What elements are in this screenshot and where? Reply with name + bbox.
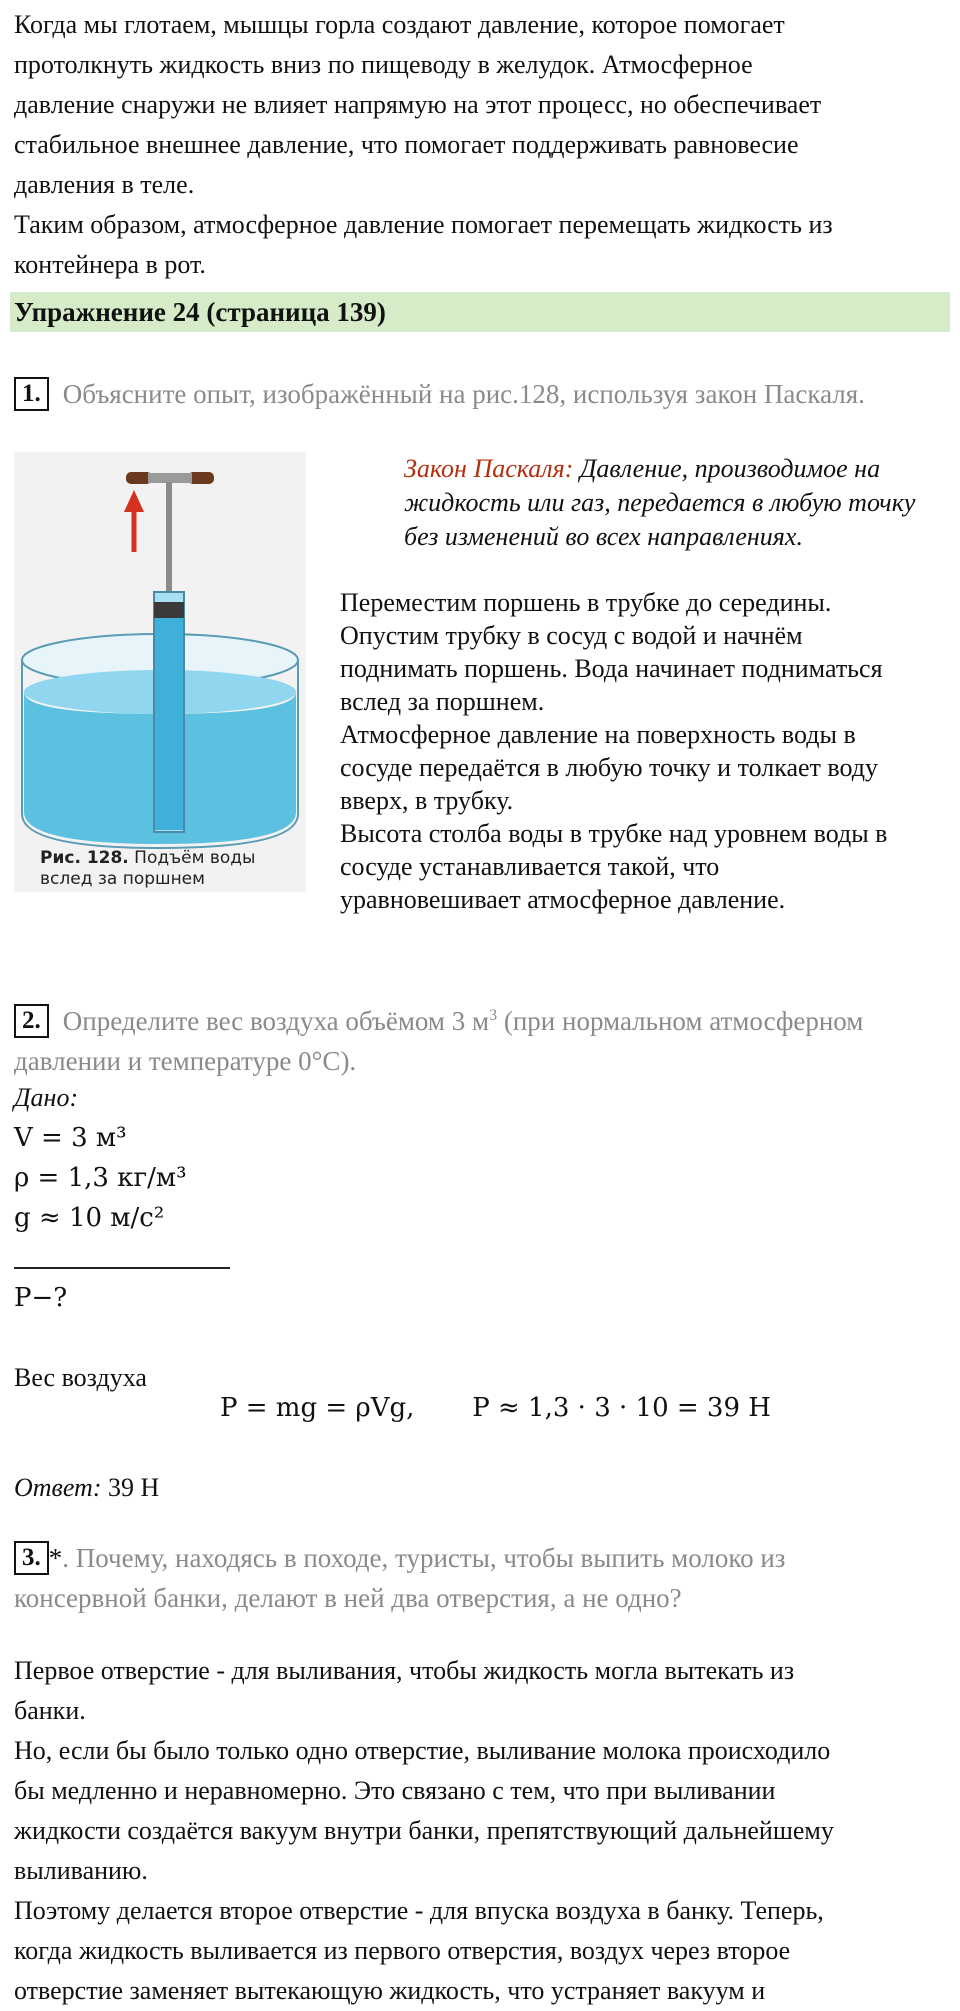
task-1-text: Объясните опыт, изображённый на рис.128, используя закон Паскаля. xyxy=(62,379,865,409)
explanation-line: Высота столба воды в трубке над уровнем воды в xyxy=(340,819,888,848)
intro-line: Когда мы глотаем, мышцы горла создают давление, которое помогает xyxy=(14,10,785,39)
explanation-line: уравновешивает атмосферное давление. xyxy=(340,885,786,914)
task-3-text: . Почему, находясь в походе, туристы, чтобы выпить молоко из xyxy=(62,1543,786,1573)
law-title: Закон Паскаля: xyxy=(404,454,574,483)
answer-value: 39 Н xyxy=(101,1473,160,1502)
given-label: Дано: xyxy=(14,1083,79,1112)
exercise-header xyxy=(10,292,950,332)
intro-line: Таким образом, атмосферное давление помогает перемещать жидкость из xyxy=(14,210,833,239)
piston xyxy=(154,602,184,618)
explanation-line: когда жидкость выливается из первого отверстия, воздух через второе xyxy=(14,1936,791,1965)
task-2-text: Определите вес воздуха объёмом 3 м xyxy=(62,1006,490,1036)
weight-formula: P = mg = ρVg, P ≈ 1,3 · 3 · 10 = 39 Н xyxy=(220,1393,771,1423)
task-2-question xyxy=(14,996,944,1081)
explanation-line: отверстие заменяет вытекающую жидкость, что устраняет вакуум и xyxy=(14,1976,766,2005)
explanation-line: бы медленно и неравномерно. Это связано с тем, что при выливании xyxy=(14,1776,776,1805)
piston-illustration xyxy=(14,452,306,892)
pascal-law xyxy=(404,452,944,554)
task-2-text-line2: давлении и температуре 0°С). xyxy=(14,1046,357,1076)
task-2-answer xyxy=(14,1473,159,1503)
figure-caption-line2: вслед за поршнем xyxy=(40,869,205,889)
explanation-line: жидкости создаётся вакуум внутри банки, препятствующий дальнейшему xyxy=(14,1816,834,1845)
figure-128 xyxy=(14,452,306,892)
find-value: P−? xyxy=(14,1283,68,1313)
explanation-line: вверх, в трубку. xyxy=(340,786,514,815)
explanation-line: Атмосферное давление на поверхность воды в xyxy=(340,720,856,749)
task-3-number: 3. xyxy=(14,1541,49,1575)
given-gravity: g ≈ 10 м/с² xyxy=(14,1203,165,1233)
task-3-question xyxy=(14,1538,944,1618)
intro-line: протолкнуть жидкость вниз по пищеводу в желудок. Атмосферное xyxy=(14,50,753,79)
explanation-line: банки. xyxy=(14,1696,86,1725)
task-3-text-line2: консервной банки, делают в ней два отверстия, а не одно? xyxy=(14,1583,682,1613)
piston-handle xyxy=(126,472,214,594)
figure-caption: Рис. 128. Подъём воды xyxy=(40,848,256,868)
intro-line: стабильное внешнее давление, что помогает поддерживать равновесие xyxy=(14,130,799,159)
up-arrow-icon xyxy=(124,490,144,552)
task-1-number: 1. xyxy=(14,377,49,411)
task-1-explanation xyxy=(340,586,950,916)
task-2-text-cont: (при нормальном атмосферном xyxy=(497,1006,864,1036)
explanation-line: Поэтому делается второе отверстие - для впуска воздуха в банку. Теперь, xyxy=(14,1896,824,1925)
answer-label: Ответ: xyxy=(14,1473,102,1502)
intro-line: контейнера в рот. xyxy=(14,250,206,279)
law-text: Давление, производимое на жидкость или газ, передается в любую точку без изменений во всех направлениях. xyxy=(404,454,916,551)
exercise-title: Упражнение 24 (страница 139) xyxy=(14,297,386,327)
weight-label: Вес воздуха xyxy=(14,1363,147,1392)
task-3-star: * xyxy=(48,1543,63,1573)
intro-paragraph xyxy=(14,5,944,285)
task-3-explanation xyxy=(14,1651,944,2011)
explanation-line: выливанию. xyxy=(14,1856,148,1885)
given-divider xyxy=(14,1267,230,1269)
task-2-number: 2. xyxy=(14,1004,49,1038)
given-density: ρ = 1,3 кг/м³ xyxy=(14,1163,187,1193)
explanation-line: Но, если бы было только одно отверстие, выливание молока происходило xyxy=(14,1736,831,1765)
task-2-sup: 3 xyxy=(489,1007,498,1024)
intro-line: давления в теле. xyxy=(14,170,195,199)
task-1-question xyxy=(14,374,944,414)
explanation-line: Переместим поршень в трубке до середины. xyxy=(340,588,832,617)
given-volume: V = 3 м³ xyxy=(14,1123,127,1153)
explanation-line: сосуде передаётся в любую точку и толкает воду xyxy=(340,753,879,782)
intro-line: давление снаружи не влияет напрямую на этот процесс, но обеспечивает xyxy=(14,90,822,119)
explanation-line: вслед за поршнем. xyxy=(340,687,545,716)
explanation-line: поднимать поршень. Вода начинает подниматься xyxy=(340,654,883,683)
explanation-line: Первое отверстие - для выливания, чтобы жидкость могла вытекать из xyxy=(14,1656,795,1685)
explanation-line: сосуде устанавливается такой, что xyxy=(340,852,720,881)
explanation-line: Опустим трубку в сосуд с водой и начнём xyxy=(340,621,803,650)
